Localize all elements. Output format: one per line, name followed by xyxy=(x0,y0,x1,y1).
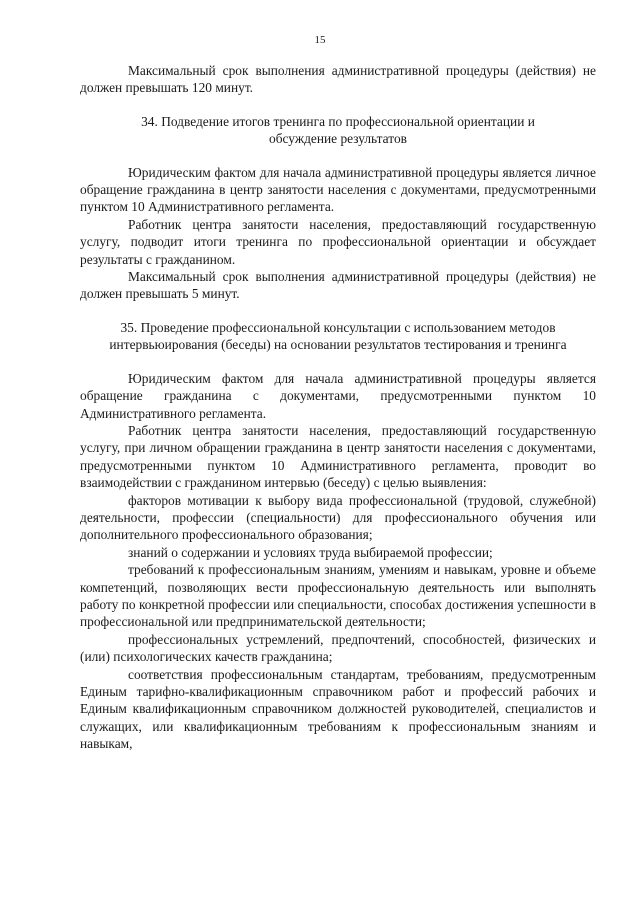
list-item-professional-requirements: требований к профессиональным знаниям, умениям и навыкам, уровне и объеме компетенций, позволяющих вести профессиональную деятельность или выполнять работу по конкретной профессии или специальности, способах достижения успешности в профессиональной или предпринимательской деятельности; xyxy=(80,562,596,630)
section-spacer xyxy=(80,148,596,164)
list-item-standards-compliance: соответствия профессиональным стандартам, требованиям, предусмотренным Единым тарифно-квалификационным справочником работ и профессий рабочих и Единым квалификационным справочником должностей руководителей, специалистов и служащих, или квалификационным требованиям к профессиональным знаниям и навыкам, xyxy=(80,666,596,752)
list-item-aspirations: профессиональных устремлений, предпочтений, способностей, физических и (или) психологических качеств гражданина; xyxy=(80,631,596,665)
section-spacer xyxy=(80,354,596,370)
paragraph-max-time-120: Максимальный срок выполнения административной процедуры (действия) не должен превышать 120 минут. xyxy=(80,63,596,96)
paragraph-35-legal-fact: Юридическим фактом для начала административной процедуры является обращение гражданина с документами, предусмотренными пунктом 10 Административного регламента. xyxy=(80,370,596,421)
list-item-motivation-factors: факторов мотивации к выбору вида профессиональной (трудовой, служебной) деятельности, профессии (специальности) для профессионального обучения или дополнительного профессионального образования; xyxy=(80,492,596,543)
document-body xyxy=(80,62,596,753)
paragraph-35-worker: Работник центра занятости населения, предоставляющий государственную услугу, при личном обращении гражданина в центр занятости населения с документами, предусмотренными пунктом 10 Административного регламента, проводит во взаимодействии с гражданином интервью (беседу) с целью выявления: xyxy=(80,422,596,491)
paragraph-max-time-5: Максимальный срок выполнения административной процедуры (действия) не должен превышать 5 минут. xyxy=(80,269,596,302)
paragraph-34-legal-fact: Юридическим фактом для начала административной процедуры является личное обращение гражданина в центр занятости населения с документами, предусмотренными пунктом 10 Административного регламента. xyxy=(80,164,596,215)
section-spacer xyxy=(80,303,596,319)
section-spacer xyxy=(80,97,596,113)
section-35-heading: 35. Проведение профессиональной консультации с использованием методов интервьюирования (беседы) на основании результатов тестирования и тренинга xyxy=(109,319,567,353)
paragraph-34-worker: Работник центра занятости населения, предоставляющий государственную услугу, подводит итоги тренинга по профессиональной ориентации и обсуждает результаты с гражданином. xyxy=(80,216,596,267)
page-number: 15 xyxy=(314,34,326,46)
section-34-heading: 34. Подведение итогов тренинга по профессиональной ориентации и обсуждение результатов xyxy=(141,113,535,147)
list-item-work-knowledge: знаний о содержании и условиях труда выбираемой профессии; xyxy=(128,544,493,560)
